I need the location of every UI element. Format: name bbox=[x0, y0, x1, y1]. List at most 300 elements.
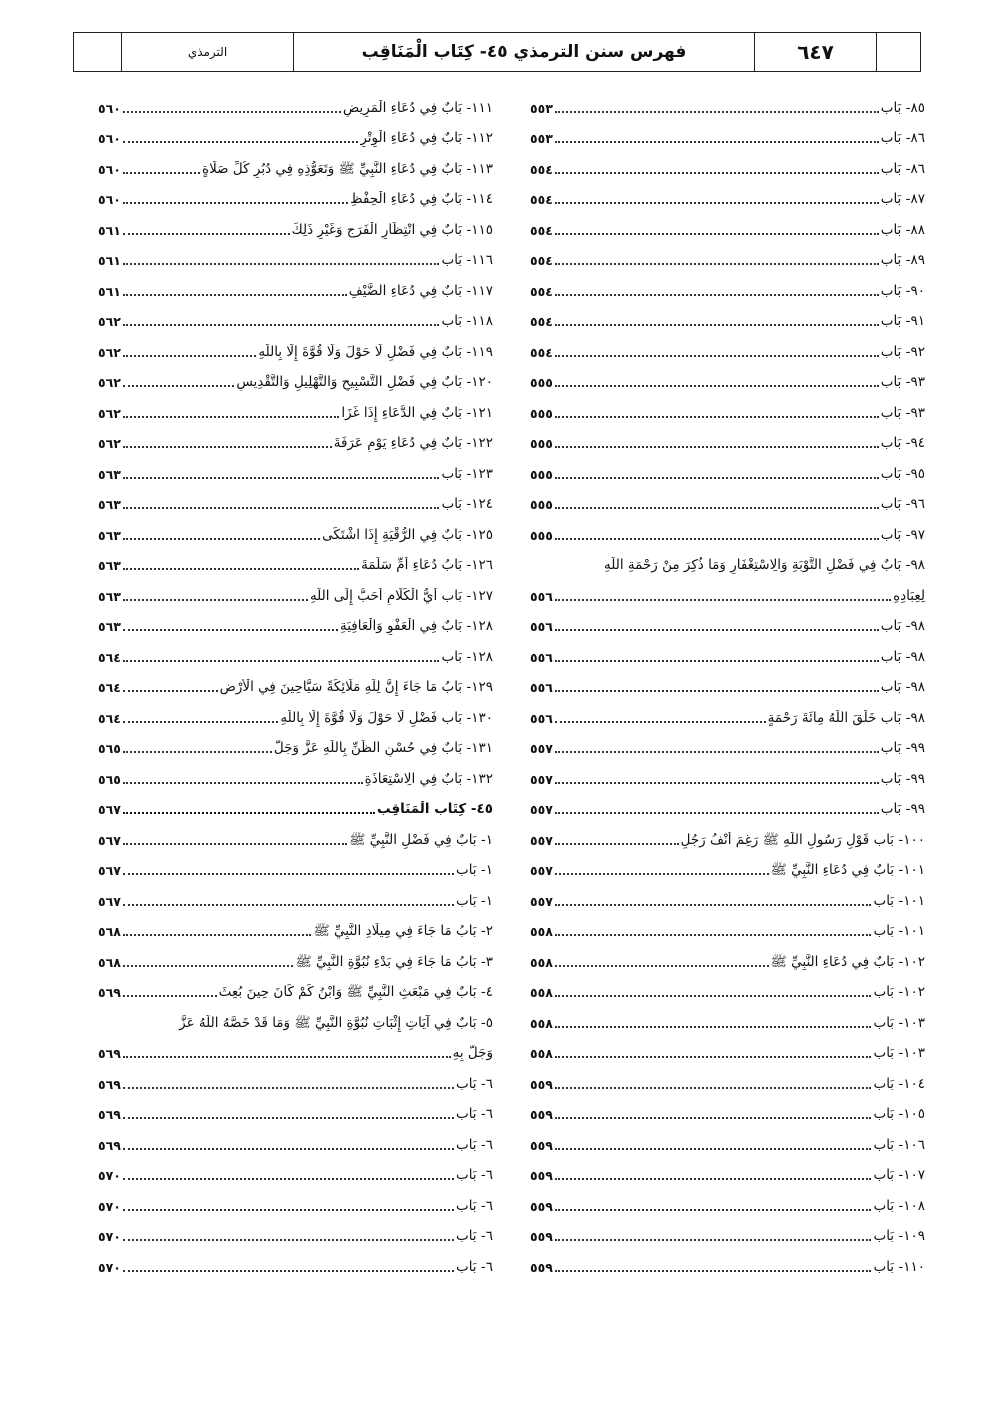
entry-label: ١٠١- بَاب bbox=[873, 892, 925, 909]
index-entry bbox=[530, 330, 925, 361]
dot-leader bbox=[555, 506, 879, 509]
entry-page-number: ٥٦٠ bbox=[98, 100, 121, 116]
entry-page-number: ٥٥٤ bbox=[530, 253, 553, 268]
entry-label: ٩٨- بَاب bbox=[880, 679, 925, 695]
entry-page-number: ٥٥٤ bbox=[530, 222, 553, 238]
dot-leader bbox=[555, 750, 879, 753]
entry-label: ١- بَاب bbox=[455, 892, 493, 909]
dot-leader bbox=[123, 262, 440, 265]
entry-page-number: ٥٥٧ bbox=[530, 863, 553, 878]
entry-label: ١٣٠- بَاب فَضْلِ لَا حَوْلَ وَلَا قُوَّةَ إِلَّا بِاللَّهِ bbox=[280, 709, 493, 726]
entry-label: ٩٩- بَاب bbox=[880, 740, 925, 756]
dot-leader bbox=[123, 201, 348, 204]
entry-label: ٦- بَاب bbox=[455, 1167, 493, 1183]
dot-leader bbox=[555, 1269, 872, 1272]
index-entry bbox=[98, 727, 493, 758]
entry-label: ١٢٧- بَاب أَيُّ الْكَلَامِ أَحَبُّ إِلَى اللَّهِ bbox=[309, 587, 493, 604]
dot-leader bbox=[123, 720, 278, 723]
entry-label: ١٠١- بَابٌ فِي دُعَاءِ النَّبِيِّ ﷺ bbox=[770, 862, 925, 878]
dot-leader bbox=[555, 903, 872, 906]
index-entry bbox=[530, 1093, 925, 1124]
entry-page-number: ٥٦١ bbox=[98, 283, 121, 299]
index-entry bbox=[98, 788, 493, 819]
entry-label: ٦- بَاب bbox=[455, 1197, 493, 1214]
index-entry bbox=[98, 239, 493, 270]
entry-page-number: ٥٦٧ bbox=[98, 893, 121, 909]
index-entry bbox=[98, 879, 493, 910]
index-entry bbox=[98, 361, 493, 392]
dot-leader bbox=[555, 1147, 872, 1150]
entry-page-number: ٥٥٨ bbox=[530, 954, 553, 970]
dot-leader bbox=[123, 689, 218, 692]
index-entry bbox=[530, 1154, 925, 1185]
entry-label: ١٠٢- بَابٌ فِي دُعَاءِ النَّبِيِّ ﷺ bbox=[770, 953, 925, 970]
entry-page-number: ٥٧٠ bbox=[98, 1168, 121, 1183]
index-entry bbox=[98, 818, 493, 849]
index-entry bbox=[530, 147, 925, 178]
entry-label: ٤٥- كِتَاب الْمَنَاقِب bbox=[377, 801, 493, 817]
dot-leader bbox=[123, 476, 440, 479]
entry-label: ١٠٤- بَاب bbox=[873, 1075, 925, 1092]
dot-leader bbox=[555, 415, 879, 418]
dot-leader bbox=[123, 811, 375, 814]
entry-label: ١٠٥- بَاب bbox=[873, 1106, 925, 1122]
dot-leader bbox=[123, 537, 320, 540]
entry-label: ١١٠- بَاب bbox=[873, 1258, 925, 1275]
index-entry bbox=[530, 879, 925, 910]
dot-leader bbox=[123, 628, 338, 631]
index-entry bbox=[98, 1184, 493, 1215]
dot-leader bbox=[555, 354, 879, 357]
index-entry bbox=[530, 1001, 925, 1032]
header-empty-cell-right bbox=[877, 33, 920, 71]
entry-label: ٨٦- بَاب bbox=[880, 160, 925, 177]
entry-label: ٦- بَاب bbox=[455, 1258, 493, 1275]
entry-page-number: ٥٦٠ bbox=[98, 161, 121, 177]
entry-page-number: ٥٥٤ bbox=[530, 314, 553, 329]
index-entry bbox=[98, 452, 493, 483]
index-entry bbox=[530, 696, 925, 727]
index-entry bbox=[530, 635, 925, 666]
dot-leader bbox=[555, 994, 872, 997]
entry-page-number: ٥٦٢ bbox=[98, 405, 121, 421]
entry-page-number: ٥٥٤ bbox=[530, 344, 553, 360]
entry-page-number: ٥٥٩ bbox=[530, 1107, 553, 1122]
entry-label: ١١٨- بَاب bbox=[441, 313, 493, 329]
entry-label: ٨٨- بَاب bbox=[880, 221, 925, 238]
header-title: فهرس سنن الترمذي ٤٥- كِتَاب الْمَنَاقِب bbox=[294, 33, 755, 71]
dot-leader bbox=[123, 903, 454, 906]
entry-page-number: ٥٧٠ bbox=[98, 1259, 121, 1275]
entry-label: ٩٣- بَاب bbox=[880, 404, 925, 421]
entry-page-number: ٥٦٧ bbox=[98, 832, 121, 848]
entry-page-number: ٥٦٢ bbox=[98, 436, 121, 451]
entry-page-number: ٥٦٢ bbox=[98, 344, 121, 360]
index-entry bbox=[530, 1123, 925, 1154]
index-entry bbox=[98, 1245, 493, 1276]
dot-leader bbox=[555, 171, 879, 174]
entry-label: ٩٧- بَاب bbox=[880, 526, 925, 543]
entry-label: ١٠٣- بَاب bbox=[873, 1045, 925, 1061]
index-entry bbox=[98, 574, 493, 605]
entry-label: ٣- بَابُ مَا جَاءَ فِي بَدْءِ نُبُوَّةِ النَّبِيِّ ﷺ bbox=[295, 953, 493, 970]
entry-page-number: ٥٥٣ bbox=[530, 100, 553, 116]
dot-leader bbox=[123, 140, 358, 143]
entry-label: ٩٩- بَاب bbox=[880, 801, 925, 817]
entry-page-number: ٥٦٠ bbox=[98, 131, 121, 146]
index-entry bbox=[98, 696, 493, 727]
dot-leader bbox=[123, 1208, 454, 1211]
entry-label: ٨٦- بَاب bbox=[880, 130, 925, 146]
entry-page-number: ٥٥٥ bbox=[530, 405, 553, 421]
dot-leader bbox=[555, 964, 769, 967]
index-entry bbox=[530, 940, 925, 971]
page-header bbox=[73, 32, 921, 72]
dot-leader bbox=[123, 415, 339, 418]
dot-leader bbox=[123, 1238, 454, 1241]
index-entry bbox=[530, 391, 925, 422]
entry-page-number: ٥٦٢ bbox=[98, 375, 121, 390]
dot-leader bbox=[555, 140, 879, 143]
dot-leader bbox=[555, 811, 879, 814]
entry-label: ١٢٨- بَابٌ فِي الْعَفْوِ وَالْعَافِيَةِ bbox=[339, 618, 493, 634]
index-entry bbox=[530, 239, 925, 270]
dot-leader bbox=[123, 964, 294, 967]
index-entry bbox=[530, 788, 925, 819]
index-entry bbox=[98, 849, 493, 880]
entry-page-number: ٥٦٩ bbox=[98, 1076, 121, 1092]
index-entry bbox=[530, 513, 925, 544]
header-empty-cell-left bbox=[74, 33, 122, 71]
entry-page-number: ٥٦١ bbox=[98, 222, 121, 238]
dot-leader bbox=[123, 506, 440, 509]
index-entry bbox=[530, 818, 925, 849]
index-entry bbox=[530, 1062, 925, 1093]
entry-page-number: ٥٦٩ bbox=[98, 1107, 121, 1122]
dot-leader bbox=[123, 842, 347, 845]
index-entry bbox=[98, 269, 493, 300]
index-entry bbox=[98, 513, 493, 544]
index-entry bbox=[98, 757, 493, 788]
entry-page-number: ٥٥٩ bbox=[530, 1168, 553, 1183]
entry-page-number: ٥٦٣ bbox=[98, 527, 121, 543]
entry-label: ١١٥- بَابٌ فِي انْتِظَارِ الْفَرَجِ وَغَيْرِ ذَلِكَ bbox=[291, 221, 493, 238]
entry-label: ١١٧- بَابٌ فِي دُعَاءِ الضَّيْفِ bbox=[348, 282, 493, 299]
entry-label: ٩٣- بَاب bbox=[880, 374, 925, 390]
index-entry bbox=[98, 1093, 493, 1124]
index-entry bbox=[530, 361, 925, 392]
entry-page-number: ٥٥٥ bbox=[530, 436, 553, 451]
dot-leader bbox=[123, 933, 312, 936]
dot-leader bbox=[555, 323, 879, 326]
index-entry bbox=[530, 1032, 925, 1063]
entry-page-number: ٥٦٩ bbox=[98, 1046, 121, 1061]
index-entry bbox=[530, 178, 925, 209]
entry-page-number: ٥٦٣ bbox=[98, 558, 121, 573]
entry-page-number: ٥٥٧ bbox=[530, 832, 553, 848]
entry-label: ٦- بَاب bbox=[455, 1075, 493, 1092]
index-entry bbox=[98, 1001, 493, 1032]
entry-page-number: ٥٦٨ bbox=[98, 954, 121, 970]
entry-page-number: ٥٥٦ bbox=[530, 619, 553, 634]
index-entry bbox=[530, 208, 925, 239]
entry-label: ١١٤- بَابٌ فِي دُعَاءِ الْحِفْظِ bbox=[350, 191, 493, 207]
entry-page-number: ٥٥٩ bbox=[530, 1076, 553, 1092]
entry-label: ١٢٠- بَابٌ فِي فَضْلِ التَّسْبِيحِ وَالتَّهْلِيلِ وَالتَّقْدِيسِ bbox=[236, 374, 493, 390]
header-author: الترمذي bbox=[122, 33, 294, 71]
entry-label: لِعِبَادِهِ bbox=[893, 587, 925, 604]
entry-label: ٦- بَاب bbox=[455, 1228, 493, 1244]
index-entry bbox=[530, 1215, 925, 1246]
entry-page-number: ٥٦٣ bbox=[98, 497, 121, 512]
entry-page-number: ٥٦٣ bbox=[98, 619, 121, 634]
entry-page-number: ٥٥٩ bbox=[530, 1259, 553, 1275]
dot-leader bbox=[123, 232, 290, 235]
index-entry bbox=[98, 544, 493, 575]
entry-label: ١٢٨- بَاب bbox=[441, 648, 493, 665]
index-entry bbox=[98, 391, 493, 422]
entry-label: ٩٦- بَاب bbox=[880, 496, 925, 512]
entry-label: ١١٩- بَابٌ فِي فَضْلِ لَا حَوْلَ وَلَا قُوَّةَ إِلَّا بِاللَّهِ bbox=[258, 343, 493, 360]
entry-label: ٦- بَاب bbox=[455, 1136, 493, 1153]
entry-label: ١- بَابٌ فِي فَضْلِ النَّبِيِّ ﷺ bbox=[349, 831, 493, 848]
entry-page-number: ٥٥٥ bbox=[530, 375, 553, 390]
index-entry bbox=[530, 910, 925, 941]
dot-leader bbox=[123, 1177, 454, 1180]
index-entry bbox=[98, 1215, 493, 1246]
dot-leader bbox=[555, 872, 769, 875]
entry-label: ١٢٤- بَاب bbox=[441, 496, 493, 512]
entry-page-number: ٥٦٣ bbox=[98, 588, 121, 604]
dot-leader bbox=[123, 110, 341, 113]
entry-label: ٩٢- بَاب bbox=[880, 343, 925, 360]
index-entry bbox=[530, 544, 925, 575]
index-entry bbox=[98, 635, 493, 666]
dot-leader bbox=[123, 445, 332, 448]
entry-page-number: ٥٥٩ bbox=[530, 1229, 553, 1244]
entry-label: ١٠٨- بَاب bbox=[873, 1197, 925, 1214]
index-entry bbox=[530, 574, 925, 605]
index-entry bbox=[530, 452, 925, 483]
dot-leader bbox=[123, 750, 272, 753]
index-entry bbox=[530, 422, 925, 453]
dot-leader bbox=[555, 659, 879, 662]
index-entry bbox=[98, 666, 493, 697]
index-entry bbox=[530, 971, 925, 1002]
entry-label: ٤- بَابٌ فِي مَبْعَثِ النَّبِيِّ ﷺ وَابْنُ كَمْ كَانَ حِينَ بُعِثَ bbox=[218, 984, 493, 1000]
entry-page-number: ٥٦٨ bbox=[98, 924, 121, 939]
dot-leader bbox=[123, 1269, 454, 1272]
dot-leader bbox=[555, 232, 879, 235]
dot-leader bbox=[123, 994, 217, 997]
entry-label: ٢- بَابُ مَا جَاءَ فِي مِيلَادِ النَّبِيِّ ﷺ bbox=[313, 923, 493, 939]
entry-label: ١٣١- بَابٌ فِي حُسْنِ الظَّنِّ بِاللَّهِ عَزَّ وَجَلَّ bbox=[273, 740, 493, 756]
entry-label: ١٢٣- بَاب bbox=[441, 465, 493, 482]
entry-page-number: ٥٥٨ bbox=[530, 924, 553, 939]
entry-page-number: ٥٦٤ bbox=[98, 649, 121, 665]
entry-label: ١٢٩- بَابُ مَا جَاءَ إِنَّ لِلَّهِ مَلَائِكَةً سَيَّاحِينَ فِي الْأَرْضِ bbox=[219, 679, 493, 695]
index-entry bbox=[98, 117, 493, 148]
dot-leader bbox=[555, 262, 879, 265]
entry-page-number: ٥٥٤ bbox=[530, 161, 553, 177]
index-entry bbox=[530, 300, 925, 331]
entry-label: ٩٩- بَاب bbox=[880, 770, 925, 787]
dot-leader bbox=[123, 567, 359, 570]
index-entry bbox=[98, 1154, 493, 1185]
entry-label: ١٣٢- بَابٌ فِي الِاسْتِعَاذَةِ bbox=[364, 770, 493, 787]
entry-page-number: ٥٦٥ bbox=[98, 771, 121, 787]
dot-leader bbox=[555, 537, 879, 540]
entry-label: ١٠٦- بَاب bbox=[873, 1136, 925, 1153]
entry-page-number: ٥٥٨ bbox=[530, 1015, 553, 1031]
entry-page-number: ٥٧٠ bbox=[98, 1229, 121, 1244]
entry-page-number: ٥٥٥ bbox=[530, 497, 553, 512]
entry-page-number: ٥٥٦ bbox=[530, 649, 553, 665]
dot-leader bbox=[555, 842, 679, 845]
entry-page-number: ٥٦٧ bbox=[98, 863, 121, 878]
entry-label: ١١٢- بَابٌ فِي دُعَاءِ الْوِتْرِ bbox=[360, 130, 493, 146]
dot-leader bbox=[123, 323, 440, 326]
entry-label: ١١٣- بَابٌ فِي دُعَاءِ النَّبِيِّ ﷺ وَتَعَوُّذِهِ فِي دُبُرِ كُلِّ صَلَاةٍ bbox=[202, 160, 493, 177]
dot-leader bbox=[123, 598, 308, 601]
dot-leader bbox=[555, 781, 879, 784]
entry-page-number: ٥٥٧ bbox=[530, 802, 553, 817]
entry-label: ١٠٣- بَاب bbox=[873, 1014, 925, 1031]
dot-leader bbox=[123, 384, 234, 387]
entry-label: ٩١- بَاب bbox=[880, 313, 925, 329]
dot-leader bbox=[123, 1086, 454, 1089]
entry-label: ١٠١- بَاب bbox=[873, 923, 925, 939]
dot-leader bbox=[555, 445, 879, 448]
index-column-right bbox=[530, 86, 925, 1276]
dot-leader bbox=[555, 598, 891, 601]
entry-label: ١٠٠- بَاب قَوْلِ رَسُولِ اللَّهِ ﷺ رَغِمَ أَنْفُ رَجُلٍ bbox=[680, 831, 925, 848]
entry-label: ١٢٥- بَابٌ فِي الرُّقْيَةِ إِذَا اشْتَكَى bbox=[322, 526, 493, 543]
entry-page-number: ٥٥٦ bbox=[530, 710, 553, 726]
index-entry bbox=[98, 1123, 493, 1154]
entry-label: ٩٥- بَاب bbox=[880, 465, 925, 482]
entry-page-number: ٥٦٢ bbox=[98, 314, 121, 329]
index-entry bbox=[98, 605, 493, 636]
dot-leader bbox=[555, 476, 879, 479]
dot-leader bbox=[555, 293, 879, 296]
entry-label: ١٢٦- بَابُ دُعَاءِ أُمِّ سَلَمَةَ bbox=[361, 557, 493, 573]
dot-leader bbox=[555, 628, 879, 631]
dot-leader bbox=[123, 354, 256, 357]
entry-label: ١١٦- بَاب bbox=[441, 252, 493, 268]
entry-page-number: ٥٥٨ bbox=[530, 985, 553, 1000]
entry-page-number: ٥٥٦ bbox=[530, 588, 553, 604]
entry-page-number: ٥٥٧ bbox=[530, 771, 553, 787]
dot-leader bbox=[123, 781, 363, 784]
dot-leader bbox=[123, 1147, 454, 1150]
entry-page-number: ٥٥٤ bbox=[530, 283, 553, 299]
dot-leader bbox=[555, 1177, 872, 1180]
entry-page-number: ٥٥٧ bbox=[530, 893, 553, 909]
dot-leader bbox=[555, 1116, 872, 1119]
dot-leader bbox=[555, 1208, 872, 1211]
index-entry bbox=[530, 269, 925, 300]
entry-page-number: ٥٥٨ bbox=[530, 1046, 553, 1061]
index-entry bbox=[98, 1062, 493, 1093]
entry-page-number: ٥٥٦ bbox=[530, 680, 553, 695]
index-entry bbox=[530, 757, 925, 788]
entry-label: ٨٩- بَاب bbox=[880, 252, 925, 268]
entry-page-number: ٥٧٠ bbox=[98, 1198, 121, 1214]
entry-page-number: ٥٥٧ bbox=[530, 741, 553, 756]
dot-leader bbox=[555, 689, 879, 692]
entry-label: ٩٤- بَاب bbox=[880, 435, 925, 451]
index-entry bbox=[98, 208, 493, 239]
dot-leader bbox=[555, 1238, 872, 1241]
entry-label: ١٢٢- بَابٌ فِي دُعَاءِ يَوْمِ عَرَفَةَ bbox=[333, 435, 493, 451]
entry-page-number: ٥٦٤ bbox=[98, 710, 121, 726]
index-entry bbox=[530, 483, 925, 514]
entry-label: ١٠٧- بَاب bbox=[873, 1167, 925, 1183]
entry-page-number: ٥٦٤ bbox=[98, 680, 121, 695]
entry-label: ٩٨- بَاب bbox=[880, 648, 925, 665]
dot-leader bbox=[555, 1086, 872, 1089]
index-entry bbox=[98, 86, 493, 117]
entry-page-number: ٥٦٥ bbox=[98, 741, 121, 756]
dot-leader bbox=[555, 1055, 872, 1058]
index-entry bbox=[98, 147, 493, 178]
entry-page-number: ٥٦٣ bbox=[98, 466, 121, 482]
dot-leader bbox=[555, 384, 879, 387]
entry-label: ١٢١- بَابٌ فِي الدُّعَاءِ إِذَا غَزَا bbox=[341, 404, 493, 421]
index-entry bbox=[98, 330, 493, 361]
entry-page-number: ٥٥٩ bbox=[530, 1137, 553, 1153]
entry-page-number: ٥٥٤ bbox=[530, 192, 553, 207]
dot-leader bbox=[555, 720, 766, 723]
entry-label: ١- بَاب bbox=[455, 862, 493, 878]
dot-leader bbox=[123, 171, 200, 174]
entry-page-number: ٥٥٥ bbox=[530, 466, 553, 482]
index-entry bbox=[98, 971, 493, 1002]
dot-leader bbox=[555, 933, 872, 936]
entry-label: ١١١- بَابٌ فِي دُعَاءِ الْمَرِيضِ bbox=[342, 99, 493, 116]
entry-page-number: ٥٦٧ bbox=[98, 802, 121, 817]
dot-leader bbox=[123, 1055, 451, 1058]
index-entry bbox=[98, 483, 493, 514]
entry-label: وَجَلَّ بِهِ bbox=[452, 1045, 493, 1061]
index-entry bbox=[530, 605, 925, 636]
entry-label: ٩٨- بَابٌ فِي فَضْلِ التَّوْبَةِ وَالِاسْتِغْفَارِ وَمَا ذُكِرَ مِنْ رَحْمَةِ اللَّهِ bbox=[604, 557, 925, 573]
dot-leader bbox=[555, 1025, 872, 1028]
dot-leader bbox=[123, 872, 454, 875]
entry-label: ١٠٢- بَاب bbox=[873, 984, 925, 1000]
index-column-left bbox=[98, 86, 493, 1276]
entry-page-number: ٥٥٥ bbox=[530, 527, 553, 543]
dot-leader bbox=[123, 293, 347, 296]
entry-page-number: ٥٦٩ bbox=[98, 1137, 121, 1153]
entry-label: ١٠٩- بَاب bbox=[873, 1228, 925, 1244]
index-entry bbox=[98, 1032, 493, 1063]
entry-page-number: ٥٦١ bbox=[98, 253, 121, 268]
index-entry bbox=[530, 1245, 925, 1276]
index-entry bbox=[98, 940, 493, 971]
index-entry bbox=[530, 86, 925, 117]
entry-label: ٦- بَاب bbox=[455, 1106, 493, 1122]
entry-page-number: ٥٦٠ bbox=[98, 192, 121, 207]
entry-label: ٨٥- بَاب bbox=[880, 99, 925, 116]
index-entry bbox=[530, 1184, 925, 1215]
index-entry bbox=[98, 422, 493, 453]
dot-leader bbox=[123, 1116, 454, 1119]
dot-leader bbox=[123, 659, 440, 662]
index-entry bbox=[98, 910, 493, 941]
index-entry bbox=[530, 117, 925, 148]
